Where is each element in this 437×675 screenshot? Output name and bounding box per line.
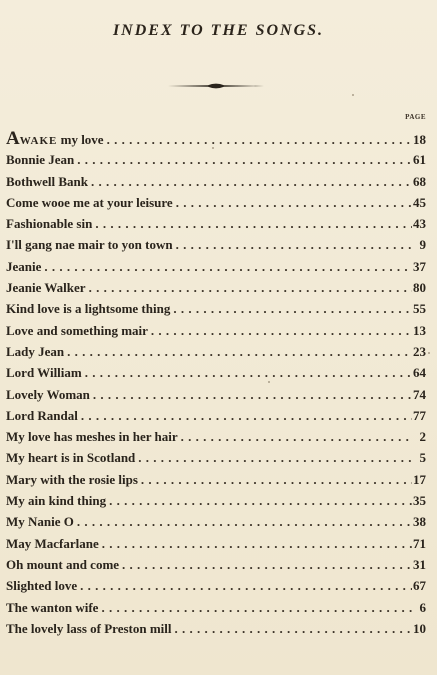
entry-title: Lord William [6,365,82,381]
index-entry [6,554,426,575]
entry-page-number: 5 [419,450,426,466]
index-entry [6,618,426,639]
index-entry [6,384,426,405]
entry-title: Kind love is a lightsome thing [6,301,171,317]
index-entry [6,192,426,213]
entry-title: The lovely lass of Preston mill [6,620,172,636]
dot-leader [172,618,412,639]
dot-leader [98,597,412,618]
dot-leader [170,298,412,319]
index-entry [6,298,426,319]
entry-page-number: 45 [413,194,426,210]
entry-title: Mary with the rosie lips [6,471,138,487]
entry-page-number: 38 [413,514,426,530]
entry-title: Fashionable sin [6,216,93,232]
index-entry [6,533,426,554]
entry-title: Lovely Woman [6,386,90,402]
dot-leader [74,511,412,532]
dot-leader [99,533,412,554]
dot-leader [135,447,412,468]
entry-page-number: 23 [413,343,426,359]
entry-title: My heart is in Scotland [6,450,136,466]
index-entry [6,171,426,192]
entry-page-number: 35 [413,493,426,509]
entry-page-number: 43 [413,216,426,232]
paper-speck [212,147,214,149]
entry-title-caps: WAKE [19,135,58,147]
dot-leader [82,362,412,383]
entry-title: My ain kind thing [6,493,107,509]
dot-leader [78,405,412,426]
paper-speck [428,352,430,354]
entry-title: Oh mount and come [6,556,120,572]
paper-speck [268,381,270,383]
entry-title: Lord Randal [6,407,78,423]
entry-title: May Macfarlane [6,535,99,551]
index-entry [6,213,426,234]
index-entry [6,597,426,618]
dot-leader [173,192,412,213]
dot-leader [88,171,412,192]
entry-initial: A [6,128,20,149]
dot-leader [74,149,412,170]
entry-page-number: 71 [413,535,426,551]
entry-title: My love has meshes in her hair [6,429,178,445]
dot-leader [64,341,412,362]
entry-page-number: 9 [419,237,426,253]
dot-leader [138,469,412,490]
dot-leader [90,384,412,405]
index-entry [6,575,426,596]
page-column-label: PAGE [405,113,426,121]
entry-page-number: 74 [413,386,426,402]
index-entry [6,362,426,383]
entry-page-number: 13 [413,322,426,338]
entry-title: Bonnie Jean [6,152,75,168]
entry-page-number: 64 [413,365,426,381]
entry-title: Bothwell Bank [6,173,88,189]
dot-leader [106,490,412,511]
index-entry [6,320,426,341]
dot-leader [92,213,412,234]
dot-leader [119,554,412,575]
entry-page-number: 18 [413,132,426,147]
entry-page-number: 80 [413,280,426,296]
rule-ornament-icon [168,80,264,92]
entry-page-number: 77 [413,407,426,423]
entry-title-rest: my love [57,132,104,147]
entry-title: Jeanie Walker [6,280,86,296]
entry-title: My Nanie O [6,514,74,530]
entry-page-number: 68 [413,173,426,189]
paper-speck [352,94,354,96]
index-entry [6,277,426,298]
index-entry [6,511,426,532]
entry-page-number: 2 [419,429,426,445]
dot-leader [104,129,412,150]
index-entry [6,405,426,426]
index-entry [6,469,426,490]
entry-title: Jeanie [6,258,42,274]
index-entry [6,149,426,170]
index-entry [6,447,426,468]
dot-leader [173,234,412,255]
entry-title: Love and something mair [6,322,148,338]
index-entry [6,234,426,255]
entry-page-number: 17 [413,471,426,487]
song-index-list [6,128,426,639]
index-entry [6,426,426,447]
entry-title: I'll gang nae mair to yon town [6,237,173,253]
entry-title: Lady Jean [6,343,65,359]
entry-page-number: 37 [413,258,426,274]
entry-page-number: 6 [419,599,426,615]
entry-page-number: 10 [413,620,426,636]
entry-title: Slighted love [6,578,78,594]
dot-leader [86,277,412,298]
dot-leader [41,256,412,277]
page-title: INDEX TO THE SONGS. [112,22,325,39]
dot-leader [148,320,412,341]
entry-title: The wanton wife [6,599,99,615]
entry-page-number: 55 [413,301,426,317]
entry-page-number: 67 [413,578,426,594]
entry-page-number: 61 [413,152,426,168]
index-entry [6,128,426,149]
index-entry [6,490,426,511]
entry-title: Come wooe me at your leisure [6,194,173,210]
dot-leader [77,575,412,596]
dot-leader [178,426,412,447]
entry-page-number: 31 [413,556,426,572]
index-entry [6,341,426,362]
index-entry [6,256,426,277]
